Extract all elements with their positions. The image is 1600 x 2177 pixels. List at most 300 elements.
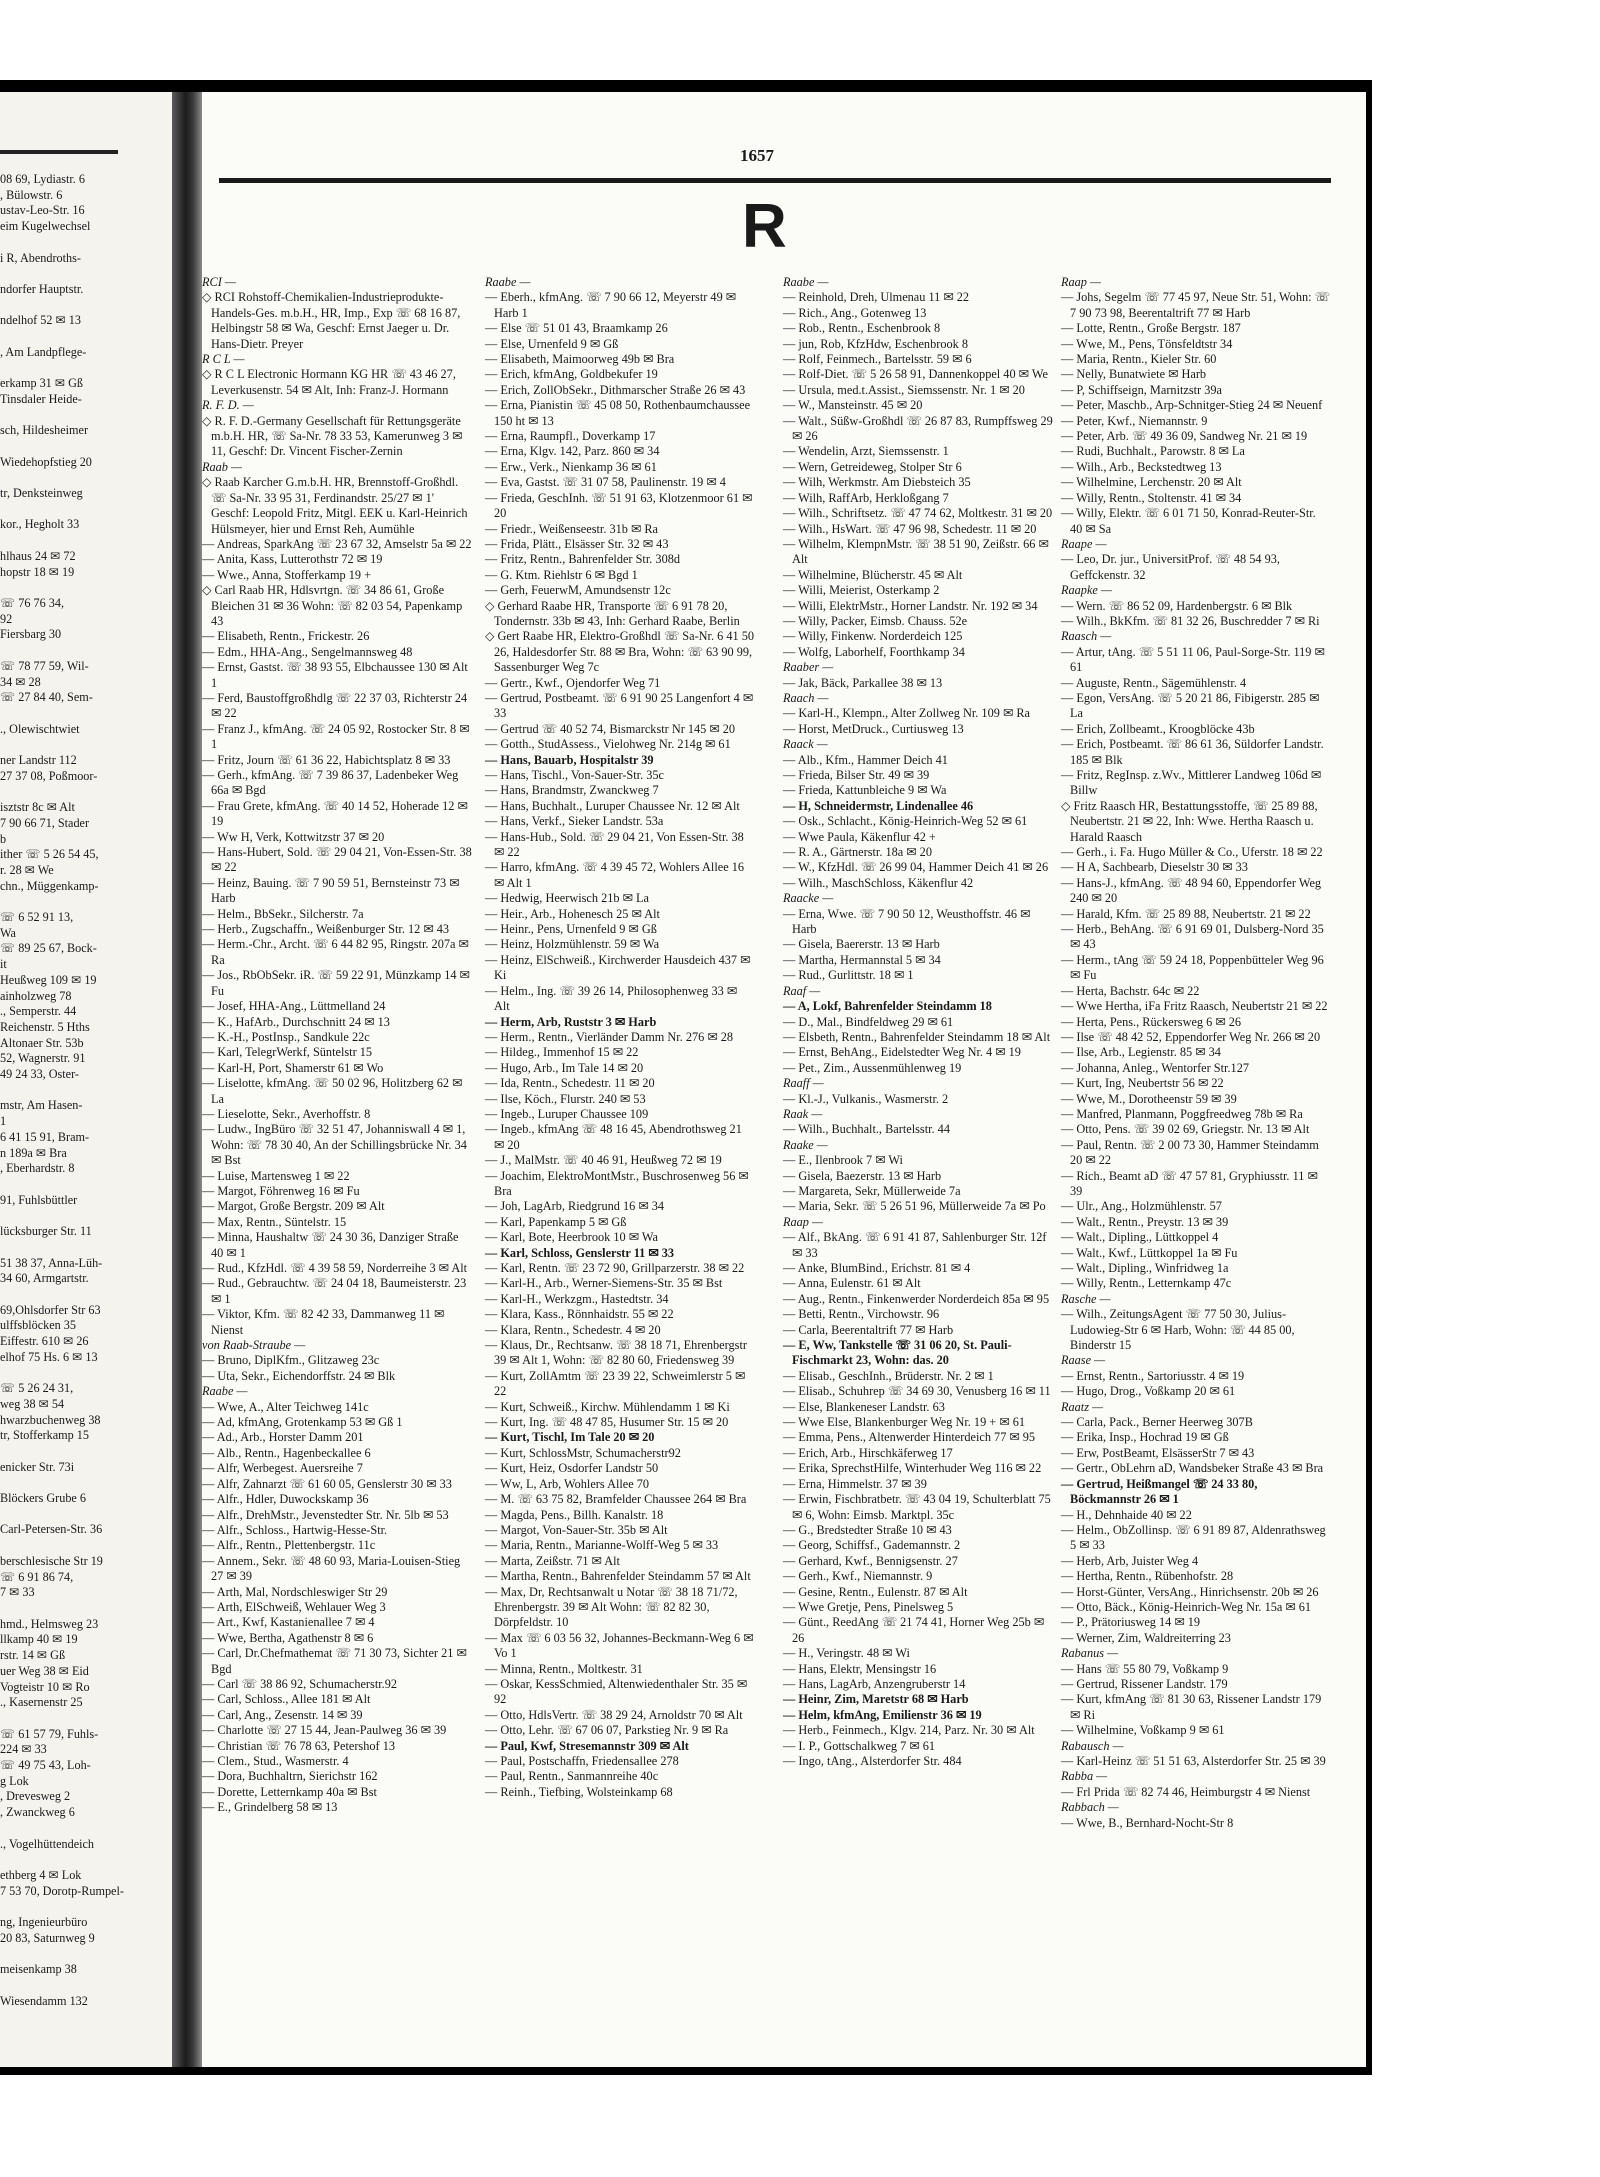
directory-entry: — Else, Blankeneser Landstr. 63 [783, 1399, 945, 1414]
directory-entry: — Viktor, Kfm. ☏ 82 42 33, Dammanweg 11 ✉ Nienst [202, 1307, 445, 1337]
previous-page-line: 34 60, Armgartstr. [0, 1271, 89, 1286]
directory-entry: — Ww, L, Arb, Wohlers Allee 70 [485, 1476, 650, 1491]
directory-entry: — Magda, Pens., Billh. Kanalstr. 18 [485, 1507, 664, 1522]
directory-entry: — Kurt, Schweiß., Kirchw. Mühlendamm 1 ✉ Ki [485, 1399, 730, 1414]
directory-entry: — Heinr., Pens, Urnenfeld 9 ✉ Gß [485, 922, 657, 937]
directory-entry: ◇ Gert Raabe HR, Elektro-Großhdl ☏ Sa-Nr. 6 41 50 26, Haldesdorfer Str. 88 ✉ Bra, Wohn: ☏ 63 90 99, Sassenburger Weg 7c [485, 629, 755, 675]
directory-entry: — Elisabeth, Maimoorweg 49b ✉ Bra [485, 352, 675, 367]
previous-page-line [0, 1177, 166, 1193]
directory-entry: — Helm., ObZollinsp. ☏ 6 91 89 87, Aldenrathsweg 5 ✉ 33 [1061, 1522, 1326, 1553]
directory-entry: — Hans, Buchhalt., Luruper Chaussee Nr. 12 ✉ Alt [485, 798, 740, 813]
previous-page-line: ., Vogelhüttendeich [0, 1836, 94, 1851]
directory-entry: — Herm., tAng ☏ 59 24 18, Poppenbütteler Weg 96 ✉ Fu [1061, 952, 1324, 983]
previous-page-line: ng, Ingenieurbüro [0, 1915, 88, 1930]
previous-page-line: Fiersbarg 30 [0, 627, 62, 642]
directory-entry: — Gisela, Baererstr. 13 ✉ Harb [783, 937, 940, 952]
directory-entry: — Fritz, Journ ☏ 61 36 22, Habichtsplatz 8 ✉ 33 [202, 752, 451, 767]
directory-entry: — Gerhard, Kwf., Bennigsenstr. 27 [783, 1553, 958, 1568]
directory-entry: — Auguste, Rentn., Sägemühlenstr. 4 [1061, 675, 1247, 690]
previous-page-line: ☏ 49 75 43, Loh- [0, 1758, 91, 1773]
previous-page-line: Blöckers Grube 6 [0, 1491, 86, 1506]
surname-heading: Raapke — [1061, 583, 1112, 598]
directory-entry: — Lotte, Rentn., Große Bergstr. 187 [1061, 321, 1241, 336]
directory-entry: — Erna, Klgv. 142, Parz. 860 ✉ 34 [485, 444, 660, 459]
directory-entry: — Erich, Zollbeamt., Kroogblöcke 43b [1061, 721, 1255, 736]
directory-entry: — Kurt, Heiz, Osdorfer Landstr 50 [485, 1461, 659, 1476]
directory-entry: — Emma, Pens., Altenwerder Hinterdeich 77 ✉ 95 [783, 1430, 1036, 1445]
surname-heading: Raacke — [783, 891, 834, 906]
previous-page-line: chn., Müggenkamp- [0, 878, 99, 893]
directory-entry: — Art., Kwf, Kastanienallee 7 ✉ 4 [202, 1615, 375, 1630]
directory-entry: — Hugo, Arb., Im Tale 14 ✉ 20 [485, 1060, 644, 1075]
directory-entry: — E, Ww, Tankstelle ☏ 31 06 20, St. Pauli-Fischmarkt 23, Wohn: das. 20 [783, 1338, 1012, 1368]
directory-entry: — Heinr, Zim, Maretstr 68 ✉ Harb [783, 1692, 969, 1707]
directory-entry: — Ingeb., Luruper Chaussee 109 [485, 1106, 649, 1121]
previous-page-line: ulffsblöcken 35 [0, 1318, 76, 1333]
directory-column-1 [202, 275, 472, 1816]
previous-page-line: hlhaus 24 ✉ 72 [0, 548, 76, 563]
directory-entry: — Wwe, B., Bernhard-Nocht-Str 8 [1061, 1815, 1234, 1830]
directory-entry: — Wilh., Buchhalt., Bartelsstr. 44 [783, 1122, 950, 1137]
previous-page-line: ☏ 5 26 24 31, [0, 1381, 74, 1396]
previous-page-line [0, 1240, 166, 1256]
directory-entry: — Otto, Pens. ☏ 39 02 69, Griegstr. Nr. 13 ✉ Alt [1061, 1122, 1310, 1137]
directory-column-3 [783, 275, 1053, 1769]
directory-entry: — Lieselotte, Sekr., Averhoffstr. 8 [202, 1106, 371, 1121]
directory-entry: — Martha, Rentn., Bahrenfelder Steindamm 57 ✉ Alt [485, 1569, 751, 1584]
directory-entry: — Carl, Ang., Zesenstr. 14 ✉ 39 [202, 1707, 363, 1722]
previous-page-line: 92 [0, 611, 13, 626]
previous-page-line [0, 1507, 166, 1523]
directory-entry: — Herta, Pens., Rückersweg 6 ✉ 26 [1061, 1014, 1242, 1029]
directory-entry: — Frieda, GeschInh. ☏ 51 91 63, Klotzenmoor 61 ✉ 20 [485, 490, 753, 521]
directory-entry: — Gotth., StudAssess., Vielohweg Nr. 214g ✉ 61 [485, 737, 731, 752]
directory-entry: — Karl, TelegrWerkf, Süntelstr 15 [202, 1045, 373, 1060]
previous-page-line [0, 1538, 166, 1554]
surname-heading: Raake — [783, 1137, 828, 1152]
directory-entry: — Maria, Rentn., Marianne-Wolff-Weg 5 ✉ 33 [485, 1538, 719, 1553]
previous-page-line: 52, Wagnerstr. 91 [0, 1051, 86, 1066]
directory-entry: — Erich, Arb., Hirschkäferweg 17 [783, 1445, 953, 1460]
directory-entry: — H A, Sachbearb, Dieselstr 30 ✉ 33 [1061, 860, 1248, 875]
directory-entry: — Wwe, A., Alter Teichweg 141c [202, 1399, 369, 1414]
directory-entry: — Willy, Rentn., Stoltenstr. 41 ✉ 34 [1061, 490, 1242, 505]
directory-entry: — Hans-J., kfmAng. ☏ 48 94 60, Eppendorfer Weg 240 ✉ 20 [1061, 875, 1322, 906]
directory-entry: — Andreas, SparkAng ☏ 23 67 32, Amselstr 5a ✉ 22 [202, 536, 472, 551]
section-letter: R [742, 192, 787, 261]
directory-entry: — Gerh., kfmAng. ☏ 7 39 86 37, Ladenbeker Weg 66a ✉ Bgd [202, 768, 459, 798]
directory-entry: — Kurt, kfmAng ☏ 81 30 63, Rissener Landstr 179 ✉ Ri [1061, 1692, 1322, 1722]
directory-entry: ◇ RCI Rohstoff-Chemikalien-Industrieprodukte-Handels-Ges. m.b.H., HR, Imp., Exp ☏ 68 16 87, Helbingstr 58 ✉ Wa, Geschf: Ernst Jaeger u. Dr. Hans-Dietr. Preyer [202, 290, 461, 351]
directory-entry: — Rolf-Diet. ☏ 5 26 58 91, Dannenkoppel 40 ✉ We [783, 367, 1048, 382]
surname-heading: Raab — [202, 459, 242, 474]
previous-page-line: ndorfer Hauptstr. [0, 281, 84, 296]
directory-entry: — Eva, Gastst. ☏ 31 07 58, Paulinenstr. 19 ✉ 4 [485, 475, 726, 490]
directory-entry: — H, Schneidermstr, Lindenallee 46 [783, 798, 974, 813]
directory-entry: — Peter, Maschb., Arp-Schnitger-Stieg 24 ✉ Neuenf [1061, 398, 1323, 413]
directory-entry: — Bruno, DiplKfm., Glitzaweg 23c [202, 1353, 380, 1368]
previous-page-line [0, 894, 166, 910]
previous-page-line [0, 1601, 166, 1617]
directory-entry: — J., MalMstr. ☏ 40 46 91, Heußweg 72 ✉ 19 [485, 1153, 722, 1168]
directory-entry: — Alb., Rentn., Hagenbeckallee 6 [202, 1445, 371, 1460]
directory-entry: — Ernst, Rentn., Sartoriusstr. 4 ✉ 19 [1061, 1368, 1245, 1383]
directory-entry: — Annem., Sekr. ☏ 48 60 93, Maria-Louisen-Stieg 27 ✉ 39 [202, 1553, 461, 1584]
directory-entry: — Erna, Raumpfl., Doverkamp 17 [485, 429, 656, 444]
previous-page-line: 7 53 70, Dorotp-Rumpel- [0, 1883, 124, 1898]
directory-entry: — Pet., Zim., Aussenmühlenweg 19 [783, 1060, 962, 1075]
directory-entry: — Wwe Gretje, Pens, Pinelsweg 5 [783, 1599, 954, 1614]
directory-entry: — Arth, ElSchweiß, Wehlauer Weg 3 [202, 1599, 386, 1614]
directory-entry: — Erna, Wwe. ☏ 7 90 50 12, Weusthoffstr. 46 ✉ Harb [783, 906, 1031, 937]
directory-entry: — Wilh., Schriftsetz. ☏ 47 74 62, Moltkestr. 31 ✉ 20 [783, 506, 1053, 521]
previous-page-line: g Lok [0, 1773, 29, 1788]
directory-entry: — Wolfg, Laborhelf, Foorthkamp 34 [783, 644, 965, 659]
directory-entry: — Anita, Kass, Lutterothstr 72 ✉ 19 [202, 552, 383, 567]
directory-entry: ◇ Carl Raab HR, Hdlsvrtgn. ☏ 34 86 61, Große Bleichen 31 ✉ 36 Wohn: ☏ 82 03 54, Papenkamp 43 [202, 583, 463, 628]
directory-entry: — Wwe Paula, Käkenflur 42 + [783, 829, 936, 844]
previous-page-line: b [0, 831, 7, 846]
previous-page-line: ☏ 27 84 40, Sem- [0, 690, 93, 705]
directory-entry: — Otto, Bäck., König-Heinrich-Weg Nr. 15a ✉ 61 [1061, 1599, 1312, 1614]
directory-entry: — P., Prätoriusweg 14 ✉ 19 [1061, 1615, 1201, 1630]
directory-entry: — Herb., BehAng. ☏ 6 91 69 01, Dulsberg-Nord 35 ✉ 43 [1061, 922, 1324, 952]
directory-entry: — Erich, ZollObSekr., Dithmarscher Straße 26 ✉ 43 [485, 382, 746, 397]
previous-page-line: it [0, 957, 7, 972]
previous-page-line: Vogteistr 10 ✉ Ro [0, 1679, 90, 1694]
previous-page-line: ☏ 61 57 79, Fuhls- [0, 1726, 99, 1741]
directory-entry: — Wilh, Werkmstr. Am Diebsteich 35 [783, 475, 971, 490]
surname-heading: Raabe — [783, 275, 829, 289]
directory-entry: — Gerh, FeuerwM, Amundsenstr 12c [485, 583, 671, 598]
previous-page-line [0, 298, 166, 314]
previous-page-line: tr, Denksteinweg [0, 486, 83, 501]
directory-entry: — Horst-Günter, VersAng., Hinrichsenstr. 20b ✉ 26 [1061, 1584, 1319, 1599]
previous-page-line: , Drevesweg 2 [0, 1789, 71, 1804]
directory-entry: — Hugo, Drog., Voßkamp 20 ✉ 61 [1061, 1384, 1236, 1399]
previous-page-line [0, 1475, 166, 1491]
previous-page-line: 1 [0, 1114, 7, 1129]
directory-entry: — Herb., Zugschaffn., Weißenburger Str. 12 ✉ 43 [202, 922, 450, 937]
directory-entry: — Maria, Rentn., Kieler Str. 60 [1061, 352, 1217, 367]
previous-page-line: ner Landstr 112 [0, 753, 77, 768]
directory-entry: — R. A., Gärtnerstr. 18a ✉ 20 [783, 845, 932, 860]
directory-entry: — Uta, Sekr., Eichendorffstr. 24 ✉ Blk [202, 1368, 396, 1383]
directory-entry: — Charlotte ☏ 27 15 44, Jean-Paulweg 36 ✉ 39 [202, 1723, 447, 1738]
previous-page-line: , Zwanckweg 6 [0, 1805, 75, 1820]
directory-entry: — Willy, Packer, Eimsb. Chauss. 52e [783, 613, 968, 628]
directory-entry: — Klara, Rentn., Schedestr. 4 ✉ 20 [485, 1322, 661, 1337]
directory-entry: — Wilh., BkKfm. ☏ 81 32 26, Buschredder 7 ✉ Ri [1061, 613, 1320, 628]
directory-entry: — Wwe, Bertha, Agathenstr 8 ✉ 6 [202, 1630, 374, 1645]
directory-entry: — Max, Rentn., Süntelstr. 15 [202, 1214, 347, 1229]
directory-entry: — W., KfzHdl. ☏ 26 99 04, Hammer Deich 41 ✉ 26 [783, 860, 1049, 875]
directory-entry: — Wern, Getreideweg, Stolper Str 6 [783, 459, 962, 474]
previous-page-line [0, 706, 166, 722]
directory-entry: — Elisabeth, Rentn., Frickestr. 26 [202, 629, 370, 644]
directory-entry: — Oskar, KessSchmied, Altenwiedenthaler Str. 35 ✉ 92 [485, 1676, 748, 1707]
previous-page-line [0, 1852, 166, 1868]
directory-entry: — Rob., Rentn., Eschenbrook 8 [783, 321, 941, 336]
directory-entry: — Betti, Rentn., Virchowstr. 96 [783, 1307, 940, 1322]
directory-entry: — Willy, Elektr. ☏ 6 01 71 50, Konrad-Reuter-Str. 40 ✉ Sa [1061, 506, 1316, 536]
directory-entry: — Ilse, Köch., Flurstr. 240 ✉ 53 [485, 1091, 646, 1106]
directory-entry: — Heir., Arb., Hohenesch 25 ✉ Alt [485, 906, 660, 921]
previous-page-line: i R, Abendroths- [0, 250, 81, 265]
directory-entry: — Rich., Beamt aD ☏ 47 57 81, Gryphiusstr. 11 ✉ 39 [1061, 1168, 1318, 1198]
directory-entry: — Peter, Kwf., Niemannstr. 9 [1061, 413, 1208, 428]
directory-entry: — Erich, Postbeamt. ☏ 86 61 36, Süldorfer Landstr. 185 ✉ Blk [1061, 737, 1324, 767]
directory-entry: — E., Ilenbrook 7 ✉ Wi [783, 1153, 903, 1168]
surname-heading: Raaff — [783, 1076, 824, 1091]
directory-entry: — Günt., ReedAng ☏ 21 74 41, Horner Weg 25b ✉ 26 [783, 1615, 1045, 1645]
directory-entry: — Rolf, Feinmech., Bartelsstr. 59 ✉ 6 [783, 352, 972, 367]
directory-entry: — Nelly, Bunatwiete ✉ Harb [1061, 367, 1207, 382]
directory-column-4 [1061, 275, 1331, 1831]
directory-entry: — Kurt, Tischl, Im Tale 20 ✉ 20 [485, 1430, 655, 1445]
directory-entry: — Wwe Hertha, iFa Fritz Raasch, Neubertstr 21 ✉ 22 [1061, 999, 1328, 1014]
directory-entry: — Carl, Schloss., Allee 181 ✉ Alt [202, 1692, 371, 1707]
surname-heading: Raabe — [485, 275, 531, 289]
directory-entry: — Hertha, Rentn., Rübenhofstr. 28 [1061, 1569, 1234, 1584]
directory-entry: — Hedwig, Heerwisch 21b ✉ La [485, 891, 649, 906]
directory-entry: — Arth, Mal, Nordschleswiger Str 29 [202, 1584, 388, 1599]
previous-page-line: elhof 75 Hs. 6 ✉ 13 [0, 1349, 98, 1364]
directory-entry: — Karl-H, Port, Shamerstr 61 ✉ Wo [202, 1060, 384, 1075]
directory-entry: — Ernst, Gastst. ☏ 38 93 55, Elbchaussee 130 ✉ Alt 1 [202, 660, 468, 690]
previous-page-line: 224 ✉ 33 [0, 1742, 47, 1757]
directory-entry: ◇ Gerhard Raabe HR, Transporte ☏ 6 91 78 20, Tondernstr. 33b ✉ 43, Inh: Gerhard Raabe, Berlin [485, 598, 740, 628]
directory-entry: — Carl ☏ 38 86 92, Schumacherstr.92 [202, 1676, 398, 1691]
directory-entry: — Wilh., ZeitungsAgent ☏ 77 50 30, Julius-Ludowieg-Str 6 ✉ Harb, Wohn: ☏ 44 85 00, Binderstr 15 [1061, 1307, 1295, 1353]
directory-entry: — Heinz, Holzmühlenstr. 59 ✉ Wa [485, 937, 660, 952]
directory-entry: — Wilhelm, KlempnMstr. ☏ 38 51 90, Zeißstr. 66 ✉ Alt [783, 536, 1049, 567]
directory-entry: — Paul, Rentn. ☏ 2 00 73 30, Hammer Steindamm 20 ✉ 22 [1061, 1137, 1319, 1168]
directory-entry: — Ad., Arb., Horster Damm 201 [202, 1430, 364, 1445]
directory-entry: — Erna, Pianistin ☏ 45 08 50, Rothenbaumchaussee 150 ht ✉ 13 [485, 398, 751, 428]
directory-entry: — G., Bredstedter Straße 10 ✉ 43 [783, 1522, 952, 1537]
surname-heading: Raap — [1061, 275, 1101, 289]
directory-entry: — Egon, VersAng. ☏ 5 20 21 86, Fibigerstr. 285 ✉ La [1061, 690, 1320, 721]
directory-entry: — Horst, MetDruck., Curtiusweg 13 [783, 721, 964, 736]
directory-entry: — Karl-Heinz ☏ 51 51 63, Alsterdorfer Str. 25 ✉ 39 [1061, 1754, 1326, 1768]
directory-entry: — Maria, Sekr. ☏ 5 26 51 96, Müllerweide 7a ✉ Po [783, 1199, 1046, 1214]
directory-entry: — Heinz, Bauing. ☏ 7 90 59 51, Bernsteinstr 73 ✉ Harb [202, 875, 460, 906]
directory-entry: — Karl-H., Klempn., Alter Zollweg Nr. 109 ✉ Ra [783, 706, 1030, 721]
directory-entry: — Alfr., DrehMstr., Jevenstedter Str. Nr. 5lb ✉ 53 [202, 1507, 449, 1522]
directory-entry: — Martha, Hermannstal 5 ✉ 34 [783, 952, 941, 967]
directory-entry: — Kurt, ZollAmtm ☏ 23 39 22, Schweimlerstr 5 ✉ 22 [485, 1368, 746, 1399]
surname-heading: Raase — [1061, 1353, 1106, 1368]
directory-entry: — A, Lokf, Bahrenfelder Steindamm 18 [783, 999, 992, 1014]
directory-entry: — Wern. ☏ 86 52 09, Hardenbergstr. 6 ✉ Blk [1061, 598, 1293, 613]
directory-entry: — Alb., Kfm., Hammer Deich 41 [783, 752, 948, 767]
directory-entry: — Alfr., Hdler, Duwockskamp 36 [202, 1492, 369, 1507]
directory-entry: — Alfr, Werbegest. Auersreihe 7 [202, 1461, 363, 1476]
previous-page-line: ., Semperstr. 44 [0, 1004, 77, 1019]
previous-page-line [0, 502, 166, 518]
directory-entry: ◇ R. F. D.-Germany Gesellschaft für Rettungsgeräte m.b.H. HR, ☏ Sa-Nr. 78 33 53, Kamerunweg 3 ✉ 11, Geschf: Dr. Vincent Fischer-Zernin [202, 413, 463, 459]
directory-entry: — Herm.-Chr., Archt. ☏ 6 44 82 95, Ringstr. 207a ✉ Ra [202, 937, 469, 967]
directory-entry: — Josef, HHA-Ang., Lüttmelland 24 [202, 999, 386, 1014]
surname-heading: Raaf — [783, 983, 821, 998]
directory-entry: — Ingeb., kfmAng ☏ 48 16 45, Abendrothsweg 21 ✉ 20 [485, 1122, 742, 1152]
previous-page-line: enicker Str. 73i [0, 1459, 75, 1474]
directory-entry: — Alfr., Rentn., Plettenbergstr. 11c [202, 1538, 376, 1553]
directory-entry: — Kl.-J., Vulkanis., Wasmerstr. 2 [783, 1091, 949, 1106]
previous-page-line: Wiesendamm 132 [0, 1993, 88, 2008]
directory-entry: — Wilhelmine, Lerchenstr. 20 ✉ Alt [1061, 475, 1242, 490]
directory-entry: — Elisab., Schuhrep ☏ 34 69 30, Venusberg 16 ✉ 11 [783, 1384, 1051, 1399]
directory-entry: — Harro, kfmAng. ☏ 4 39 45 72, Wohlers Allee 16 ✉ Alt 1 [485, 860, 745, 890]
directory-entry: — Wwe., Anna, Stofferkamp 19 + [202, 567, 372, 582]
directory-entry: — H., Dehnhaide 40 ✉ 22 [1061, 1507, 1192, 1522]
directory-entry: — Jos., RbObSekr. iR. ☏ 59 22 91, Münzkamp 14 ✉ Fu [202, 968, 470, 998]
directory-entry: — Margot, Von-Sauer-Str. 35b ✉ Alt [485, 1522, 668, 1537]
previous-page-line [0, 1978, 166, 1994]
directory-entry: — Herta, Bachstr. 64c ✉ 22 [1061, 983, 1200, 998]
directory-entry: — Erw., Verk., Nienkamp 36 ✉ 61 [485, 459, 657, 474]
directory-entry: — Hans ☏ 55 80 79, Voßkamp 9 [1061, 1661, 1229, 1676]
previous-page-line [0, 1711, 166, 1727]
directory-entry: — Dorette, Letternkamp 40a ✉ Bst [202, 1784, 377, 1799]
previous-page-line: Wa [0, 925, 16, 940]
directory-entry: — Reinhold, Dreh, Ulmenau 11 ✉ 22 [783, 290, 970, 305]
directory-entry: — Paul, Kwf, Stresemannstr 309 ✉ Alt [485, 1738, 689, 1753]
previous-page-line: Heußweg 109 ✉ 19 [0, 972, 97, 987]
previous-page-column [0, 172, 166, 2009]
directory-entry: — Walt., Süßw-Großhdl ☏ 26 87 83, Rumpffsweg 29 ✉ 26 [783, 413, 1053, 444]
directory-entry: — Otto, HdlsVertr. ☏ 38 29 24, Arnoldstr 70 ✉ Alt [485, 1707, 743, 1722]
directory-entry: — Minna, Rentn., Moltkestr. 31 [485, 1661, 643, 1676]
directory-entry: — Jak, Bäck, Parkallee 38 ✉ 13 [783, 675, 943, 690]
directory-entry: — Ad, kfmAng, Grotenkamp 53 ✉ Gß 1 [202, 1415, 403, 1430]
directory-page [202, 92, 1366, 2067]
directory-entry: — Willi, Meierist, Osterkamp 2 [783, 583, 940, 598]
directory-entry: — Heinz, ElSchweiß., Kirchwerder Hausdeich 437 ✉ Ki [485, 952, 751, 983]
directory-entry: — Osk., Schlacht., König-Heinrich-Weg 52 ✉ 61 [783, 814, 1028, 829]
previous-page-line: isztstr 8c ✉ Alt [0, 800, 75, 815]
previous-page-line: , Bülowstr. 6 [0, 187, 63, 202]
previous-page-line: r. 28 ✉ We [0, 862, 54, 877]
previous-page-line [0, 1899, 166, 1915]
directory-entry: — Kurt, Ing, Neubertstr 56 ✉ 22 [1061, 1076, 1224, 1091]
previous-page-line: 34 ✉ 28 [0, 674, 41, 689]
directory-entry: ◇ Fritz Raasch HR, Bestattungsstoffe, ☏ 25 89 88, Neubertstr. 21 ✉ 22, Inh: Wwe. Hertha Raasch u. Harald Raasch [1061, 798, 1318, 844]
previous-page-line: Tinsdaler Heide- [0, 391, 82, 406]
directory-entry: — Anke, BlumBind., Erichstr. 81 ✉ 4 [783, 1261, 971, 1275]
directory-entry: — Karl, Schloss, Genslerstr 11 ✉ 33 [485, 1245, 675, 1260]
previous-page-line [0, 1083, 166, 1099]
previous-page-line: erkamp 31 ✉ Gß [0, 376, 83, 391]
directory-entry: — Edm., HHA-Ang., Sengelmannsweg 48 [202, 644, 413, 659]
directory-entry: — Herb, Arb, Juister Weg 4 [1061, 1553, 1199, 1568]
surname-heading: Rabba — [1061, 1769, 1108, 1784]
directory-entry: — Johanna, Anleg., Wentorfer Str.127 [1061, 1060, 1249, 1075]
previous-page-line: 49 24 33, Oster- [0, 1067, 79, 1082]
directory-entry: — Johs, Segelm ☏ 77 45 97, Neue Str. 51, Wohn: ☏ 7 90 73 98, Beerentaltrift 77 ✉ Harb [1061, 290, 1330, 320]
directory-entry: — M. ☏ 63 75 82, Bramfelder Chaussee 264 ✉ Bra [485, 1492, 747, 1507]
directory-entry: — Margareta, Sekr, Müllerweide 7a [783, 1183, 961, 1198]
directory-entry: — Marta, Zeißstr. 71 ✉ Alt [485, 1553, 620, 1568]
directory-entry: — Peter, Arb. ☏ 49 36 09, Sandweg Nr. 21 ✉ 19 [1061, 429, 1308, 444]
surname-heading: Raabe — [202, 1384, 248, 1399]
directory-entry: — Klaus, Dr., Rechtsanw. ☏ 38 18 71, Ehrenbergstr 39 ✉ Alt 1, Wohn: ☏ 82 80 60, Friedensweg 39 [485, 1338, 747, 1368]
previous-page-line: llkamp 40 ✉ 19 [0, 1632, 78, 1647]
previous-page-line: ☏ 89 25 67, Bock- [0, 941, 97, 956]
directory-entry: — Carl, Dr.Chefmathemat ☏ 71 30 73, Sichter 21 ✉ Bgd [202, 1646, 467, 1676]
directory-entry: — Gertrud, Postbeamt. ☏ 6 91 90 25 Langenfort 4 ✉ 33 [485, 690, 754, 721]
directory-entry: — Eberh., kfmAng. ☏ 7 90 66 12, Meyerstr 49 ✉ Harb 1 [485, 290, 737, 320]
previous-page-line: berschlesische Str 19 [0, 1553, 103, 1568]
previous-page-line [0, 439, 166, 455]
directory-entry: — Christian ☏ 76 78 63, Petershof 13 [202, 1738, 395, 1753]
surname-heading: Raack — [783, 737, 828, 752]
directory-entry: — E., Grindelberg 58 ✉ 13 [202, 1800, 338, 1815]
surname-heading: von Raab-Straube — [202, 1338, 306, 1353]
previous-page-line: uer Weg 38 ✉ Eid [0, 1663, 89, 1678]
directory-entry: — Walt., Rentn., Preystr. 13 ✉ 39 [1061, 1214, 1229, 1229]
directory-entry: — Joachim, ElektroMontMstr., Buschrosenweg 56 ✉ Bra [485, 1168, 749, 1198]
directory-entry: — Ulr., Ang., Holzmühlenstr. 57 [1061, 1199, 1222, 1214]
directory-entry: — Hans, Bauarb, Hospitalstr 39 [485, 752, 654, 767]
previous-page-line: 7 90 66 71, Stader [0, 815, 90, 830]
directory-entry: — Hans, Brandmstr, Zwanckweg 7 [485, 783, 659, 798]
directory-entry: — Margot, Föhrenweg 16 ✉ Fu [202, 1183, 360, 1198]
directory-entry: — Otto, Lehr. ☏ 67 06 07, Parkstieg Nr. 9 ✉ Ra [485, 1723, 729, 1738]
directory-entry: — Hans-Hub., Sold. ☏ 29 04 21, Von Essen-Str. 38 ✉ 22 [485, 829, 744, 860]
directory-entry: — G. Ktm. Riehlstr 6 ✉ Bgd 1 [485, 567, 638, 582]
directory-entry: — Karl, Papenkamp 5 ✉ Gß [485, 1214, 627, 1229]
directory-entry: ◇ Raab Karcher G.m.b.H. HR, Brennstoff-Großhdl. ☏ Sa-Nr. 33 95 31, Ferdinandstr. 25/27 ✉ 1' Geschf: Leopold Fritz, Mitgl. EEK u. Karl-Heinrich Hülsmeyer, hier und Ernst Reh, Aumühle [202, 475, 468, 536]
directory-column-2 [485, 275, 755, 1800]
previous-page-line: lücksburger Str. 11 [0, 1224, 92, 1239]
directory-entry: — jun, Rob, KfzHdw, Eschenbrook 8 [783, 336, 968, 351]
book-gutter [172, 92, 202, 2067]
directory-entry: — Kurt, Ing. ☏ 48 47 85, Husumer Str. 15 ✉ 20 [485, 1415, 729, 1430]
previous-page-line: mstr, Am Hasen- [0, 1098, 83, 1113]
directory-entry: — Frieda, Bilser Str. 49 ✉ 39 [783, 768, 930, 782]
directory-entry: — Fritz, Rentn., Bahrenfelder Str. 308d [485, 552, 681, 567]
previous-page-line: ainholzweg 78 [0, 988, 72, 1003]
previous-page-line [0, 1287, 166, 1303]
directory-entry: — Wilh., MaschSchloss, Käkenflur 42 [783, 875, 974, 890]
directory-entry: — Herm, Arb, Ruststr 3 ✉ Harb [485, 1014, 657, 1029]
directory-entry: — Wwe, M., Dorotheenstr 59 ✉ 39 [1061, 1091, 1237, 1106]
previous-page-line [0, 1208, 166, 1224]
previous-page-line: ., Kasernenstr 25 [0, 1695, 83, 1710]
surname-heading: RCI — [202, 275, 236, 289]
directory-entry: — Rud., Gebrauchtw. ☏ 24 04 18, Baumeisterstr. 23 ✉ 1 [202, 1276, 467, 1306]
header-rule [219, 178, 1331, 183]
directory-entry: — Reinh., Tiefbing, Wolsteinkamp 68 [485, 1784, 673, 1799]
directory-entry: — Aug., Rentn., Finkenwerder Norderdeich 85a ✉ 95 [783, 1291, 1050, 1306]
previous-page-line: n 189a ✉ Bra [0, 1145, 67, 1160]
directory-entry: — Hildeg., Immenhof 15 ✉ 22 [485, 1045, 639, 1060]
directory-entry: — Willy, Rentn., Letternkamp 47c [1061, 1276, 1232, 1291]
directory-entry: — Manfred, Planmann, Poggfreedweg 78b ✉ Ra [1061, 1106, 1303, 1121]
directory-entry: — Friedr., Weißenseestr. 31b ✉ Ra [485, 521, 659, 536]
directory-entry: — Helm, kfmAng, Emilienstr 36 ✉ 19 [783, 1707, 982, 1722]
previous-page-line [0, 470, 166, 486]
previous-page-line [0, 408, 166, 424]
directory-entry: — Rud., KfzHdl. ☏ 4 39 58 59, Norderreihe 3 ✉ Alt [202, 1261, 468, 1275]
previous-page-line: ustav-Leo-Str. 16 [0, 203, 85, 218]
directory-entry: — Walt., Kwf., Lüttkoppel 1a ✉ Fu [1061, 1245, 1238, 1260]
directory-entry: — H., Veringstr. 48 ✉ Wi [783, 1646, 910, 1661]
surname-heading: Raak — [783, 1106, 823, 1121]
previous-page-line [0, 329, 166, 345]
